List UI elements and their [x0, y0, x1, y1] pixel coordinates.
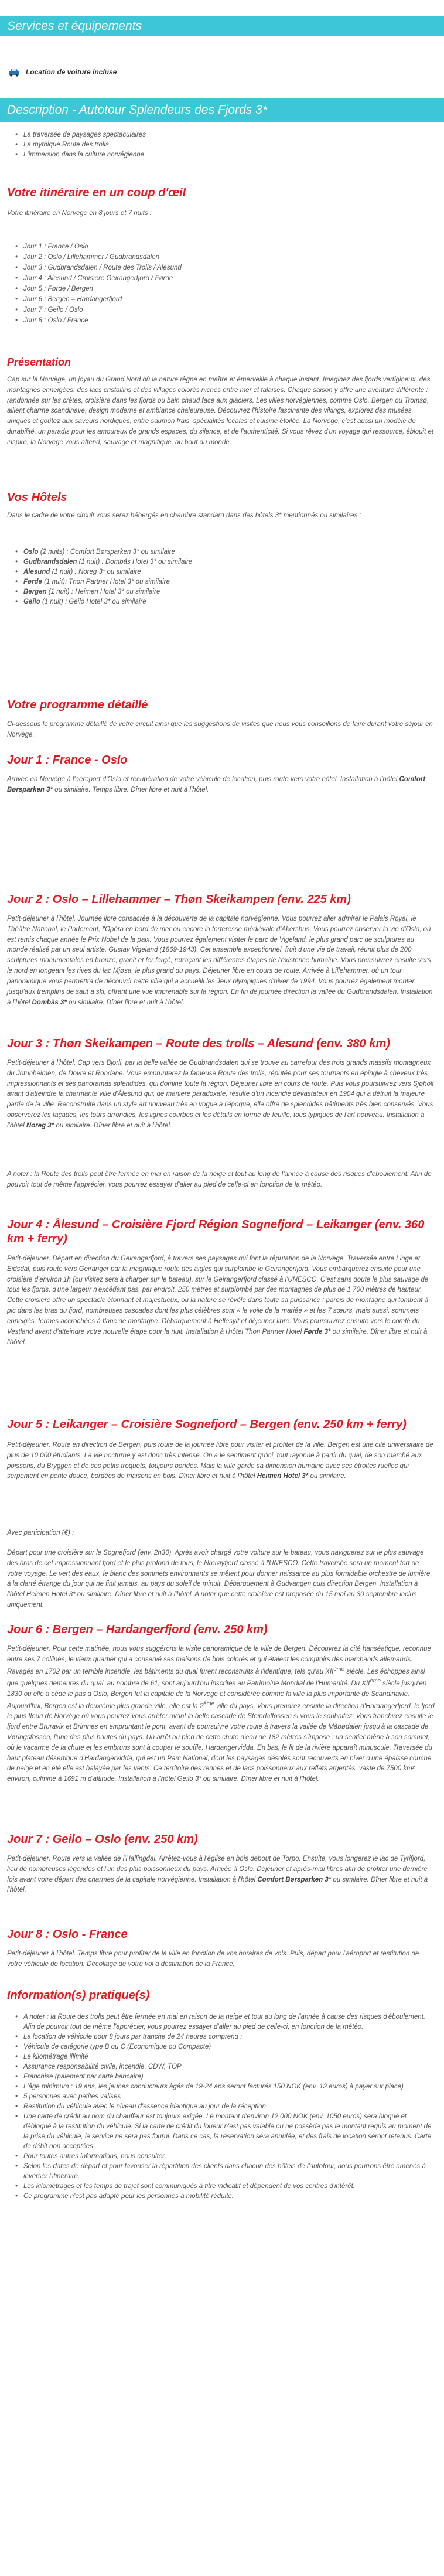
list-item: • Jour 4 : Alesund / Croisière Geirangerfjord / Førde [15, 273, 182, 284]
presentation-title: Présentation [7, 356, 71, 368]
hotel-item [15, 547, 192, 557]
list-item: • Selon les dates de départ et pour favoriser la répartition des clients dans chacun des hôtels de l'autotour, nous pourrons être amenés à inverser l'itinéraire. [15, 2162, 435, 2182]
list-item: • Le kilométrage illimité [15, 2052, 435, 2062]
day-4-title: Jour 4 : Ålesund – Croisière Fjord Région Sognefjord – Leikanger (env. 360 km + ferry) [7, 1218, 425, 1245]
day-3-note: A noter : la Route des trolls peut être fermée en mai en raison de la neige et tout au long de l'année à cause des risques d'éboulement. Afin de pouvoir tout de même l'apprécier, vous pourrez essayer d'aller au pied de celle-ci en fonction de la météo. [7, 1171, 432, 1188]
hotel-detail: (1 nuit) : Heimen Hotel 3* ou similaire [46, 588, 160, 595]
service-item-label: Location de voiture incluse [26, 68, 117, 76]
day-8-title: Jour 8 : Oslo - France [7, 1928, 128, 1941]
hotel-city: Oslo [23, 548, 39, 556]
day-6-title: Jour 6 : Bergen – Hardangerfjord (env. 250 km) [7, 1623, 268, 1636]
car-rental-icon [8, 67, 20, 77]
list-item: • Une carte de crédit au nom du chauffeur est toujours exigée. Le montant d'environ 12 000 NOK (env. 1050 euros) sera bloqué et débloqué à la restitution du véhicule. Si la carte de crédit du loueur n'est pas valable ou ne possède pas le montant requis au moment de la prise du véhicule, le service ne sera pas fourni. Dans ce cas, la réservation sera annulée, et des frais de location seront retenus. Carte de débit non acceptées. [15, 2112, 435, 2152]
day-1-title: Jour 1 : France - Oslo [7, 754, 128, 766]
list-item: • Les kilométrages et les temps de trajet sont communiqués à titre indicatif et dépendent de vos centres d'intérêt. [15, 2182, 435, 2192]
info-title: Information(s) pratique(s) [7, 1989, 150, 2002]
list-item: • Assurance responsabilité civile, incendie, CDW, TOP [15, 2062, 435, 2072]
list-item: • Jour 5 : Førde / Bergen [15, 284, 182, 294]
hotel-item [15, 557, 192, 567]
day-2-title: Jour 2 : Oslo – Lillehammer – Thøn Skeikampen (env. 225 km) [7, 893, 351, 906]
list-item: • L'immersion dans la culture norvégienne [15, 150, 146, 160]
day-5-option-text: Départ pour une croisière sur le Sognefjord (env. 2h30). Après avoir chargé votre voiture sur le bateau, vous naviguerez sur le plus sauvage des bras de cet impressionnant fjord et le plus profond de tous, le Nærøyfjord classé à l'UNESCO. Cette traversée sera un moment fort de votre voyage. Le vert des eaux, le blanc des sommets environnants se mêlent pour donner naissance au plus formidable orchestre de lumière, à la clarté étrange du jour qui ne finit jamais, au pays du soleil de minuit. Débarquement à Gudvangen puis direction Bergen. Installation à l'hôtel Heimen Hotel 3* ou similaire. Dîner libre et nuit à l'hôtel. A noter que cette croisière est proposée du 15 mai au 30 septembre inclus uniquement. [7, 1549, 432, 1609]
hotel-detail: (2 nuits) : Comfort Børsparken 3* ou similaire [38, 548, 175, 556]
itinerary-title: Votre itinéraire en un coup d'œil [7, 186, 186, 199]
hotel-detail: (1 nuit) : Dombås Hotel 3* ou similaire [77, 558, 193, 565]
hotel-city: Gudbrandsdalen [23, 558, 77, 565]
list-item: • Jour 3 : Gudbrandsdalen / Route des Trolls / Alesund [15, 263, 182, 273]
hotels-intro: Dans le cadre de votre circuit vous serez hébergés en chambre standard dans des hôtels 3* mentionnés ou similaires : [7, 512, 361, 519]
highlights-list [15, 130, 146, 160]
list-item: • Restitution du véhicule avec le niveau d'essence identique au jour de la réception [15, 2102, 435, 2112]
day-3-text: Petit-déjeuner à l'hôtel. Cap vers Bjorli, par la belle vallée de Gudbrandsdalen qui se trouve au carrefour des trois grands massifs montagneux du Jotunheimen, de Dovre et Rondane. Vous emprunterez la fameuse Route des trolls, réputée pour ses tournants en épingle à cheveux très impressionnants et ses panoramas splendides, qui domine toute la région. Déjeuner libre en cours de route. Puis vous poursuivrez vers Sjøholt avant d'atteindre la charmante ville d'Ålesund qui, de manière paradoxale, résulte d'un incendie dévastateur en 1904 qui a détruit la majeure partie de la ville. Reconstruite dans un style art nouveau très en vogue à l'époque, elle offre de splendides bâtiments très bien conservés. Vous observerez les façades, les tours arrondies, les lignes courbes et les détails en forme de feuille, tous typiques de l'art nouveau. Installation à l'hôtel Noreg 3* ou similaire. Dîner libre et nuit à l'hôtel. [7, 1059, 434, 1129]
list-item: • Véhicule de catégorie type B ou C (Economique ou Compacte) [15, 2042, 435, 2052]
presentation-text: Cap sur la Norvège, un joyau du Grand Nord où la nature règne en maître et émerveille à chaque instant. Imaginez des fjords vertigineux, des montagnes enneigées, des lacs cristallins et des villages colorés nichés entre mer et falaises. Chaque saison y offre une aventure différente : randonnée sur les crêtes, croisière dans les fjords ou bain chaud face aux glaciers. Les villes norvégiennes, comme Oslo, Bergen ou Tromsø, allient charme scandinave, design moderne et ambiance chaleureuse. Découvrez l'histoire fascinante des vikings, explorez des musées uniques et goûtez aux saveurs nordiques, entre saumon frais, spécialités locales et cuisine étoilée. La Norvège, c'est aussi un modèle de durabilité, un paradis pour les amoureux de grands espaces, du silence, et de l'authenticité. Si vous rêvez d'un voyage qui ressource, éblouit et inspire, la Norvège vous attend, sauvage et magnifique, au bout du monde. [7, 376, 434, 446]
list-item: • 5 personnes avec petites valises [15, 2092, 435, 2102]
hotel-detail: (1 nuit) : Noreg 3* ou similaire [50, 568, 141, 575]
day-6-text: Petit-déjeuner. Pour cette matinée, nous vous suggérons la visite panoramique de la ville de Bergen. Découvrez la cité hanséatique, reconnue entre ses 7 collines, le vieux quartier qui a conservé ses maisons de bois colorés et qui étaient les comptoirs des marchands allemands. Ravagés en 1702 par un terrible incendie, les bâtiments du quai furent reconstruits à l'identique, tels qu'au XIIème siècle. Les échoppes ainsi que quelques demeures du quai, au nombre de 61, sont aujourd'hui inscrites au Patrimoine Mondial de l'Humanité. Du XIIème siècle jusqu'en 1830 ou elle a cédé le pas à Oslo, Bergen fut la capitale de la Norvège et considérée comme la ville la plus importante de Scandinavie. Aujourd'hui, Bergen est la deuxième plus grande ville, elle est la 2ème ville du pays. Vous prendrez ensuite la direction d'Hardangerfjord, le fjord le plus fleuri de Norvège où vous pourrez vous arrêter avant la belle cascade de Steindalfossen si vous le souhaitez. Vous franchirez ensuite le fjord entre Bruravik et Brimnes en empruntant le pont, avant de poursuivre votre route à travers la vallée de Måbødalen jusqu'à la cascade de Vøringsfossen, l'une des plus hautes du pays. Un arrêt au pied de cette chute d'eau de 182 mètres s'impose : un sentier mène à son sommet, où le vacarme de la chute et les embruns sont à couper le souffle. Hardangervidda. En bas, le lit de la rivière apparaît minuscule. Traversée du haut plateau désertique d'Hardangervidda, qui est un Parc National, dont les paysages désolés sont recouverts en hiver d'une épaisse couche de neige et en été elle est balayée par les vents. Ce territoire des rennes et de lacs poissonneux aux reflets argentés, vaste de 7500 km² environ, culmine à 1691 m d'altitude. Installation à l'hôtel Geilo 3* ou similaire. Dîner libre et nuit à l'hôtel. [7, 1645, 435, 1783]
hotels-title: Vos Hôtels [7, 491, 67, 504]
list-item: • Jour 2 : Oslo / Lillehammer / Gudbrandsdalen [15, 252, 182, 263]
hotel-item [15, 577, 192, 587]
hotel-detail: (1 nuit): Thon Partner Hotel 3* ou similaire [42, 578, 170, 585]
list-item: • Jour 1 : France / Oslo [15, 241, 182, 252]
day-4-text: Petit-déjeuner. Départ en direction du Geirangerfjord, à travers ses paysages qui font la réputation de la Norvège. Traversée entre Linge et Eidsdal, puis route vers Geiranger par la magnifique route des aigles qui surplombe le Geirangerfjord. Vous embarquerez ensuite pour une croisière d'environ 1h (ou visitez sera à charger sur le bateau), sur le Geirangerfjord classé à l'UNESCO. C'est sans doute le plus sauvage de tous les fjords, d'une largeur n'excédant pas, par endroit, 250 mètres et surplombé par des montagnes de plus de 1 700 mètres de hauteur. Cette croisière offre un spectacle étonnant et majestueux, où la nature se révèle dans toute sa puissance : parois de montagne qui tombent à pic dans les bras du fjord, nombreuses cascades dont les plus célèbres sont « le voile de la mariée » et les 7 sœurs, mais aussi, sommets enneigés, fermes accrochées à flanc de montagne. Débarquement à Hellesylt et déjeuner libre. Vous poursuivrez ensuite vers le comté du Vestland avant d'atteindre votre nouvelle étape pour la nuit. Installation à l'hôtel Thon Partner Hotel Førde 3* ou similaire. Dîner libre et nuit à l'hôtel. [7, 1255, 429, 1346]
description-title: Description - Autotour Splendeurs des Fjords 3* [7, 103, 267, 117]
list-item: • Jour 8 : Oslo / France [15, 315, 182, 326]
day-5-option-label: Avec participation (€) : [7, 1529, 74, 1536]
day-1-text: Arrivée en Norvège à l'aéroport d'Oslo et récupération de votre véhicule de location, puis route vers votre hôtel. Installation à l'hôtel Comfort Børsparken 3* ou similaire. Temps libre. Dîner libre et nuit à l'hôtel. [7, 776, 426, 793]
day-3-title: Jour 3 : Thøn Skeikampen – Route des trolls – Alesund (env. 380 km) [7, 1037, 390, 1050]
hotel-city: Geilo [23, 598, 40, 605]
list-item: • Jour 7 : Geilo / Oslo [15, 305, 182, 315]
list-item: • Ce programme n'est pas adapté pour les personnes à mobilité réduite. [15, 2192, 435, 2202]
day-5-text: Petit-déjeuner. Route en direction de Bergen, puis route de la journée libre pour visiter et profiter de la ville. Bergen est une cité universitaire de plus de 10 000 étudiants. La vie nocturne y est donc très intense. On a le sentiment qu'ici, tout rayonne à partir du quai, de son marché aux poissons, du Bryggen et de ses petits troquets, toujours bondés. Mais la ville garde sa dimension humaine avec ses étroites ruelles qui serpentent en pente douce, bordées de maisons en bois. Dîner libre et nuit à l'hôtel Heimen Hotel 3* ou similaire. [7, 1442, 433, 1480]
day-5-title: Jour 5 : Leikanger – Croisière Sognefjord – Bergen (env. 250 km + ferry) [7, 1418, 407, 1431]
program-intro: Ci-dessous le programme détaillé de votre circuit ainsi que les suggestions de visites que nous vous conseillons de faire durant votre séjour en Norvège. [7, 721, 433, 738]
list-item: • Jour 6 : Bergen – Hardangerfjord [15, 294, 182, 305]
itinerary-list [15, 241, 182, 326]
info-list [15, 2012, 435, 2202]
list-item: • La location de véhicule pour 8 jours par tranche de 24 heures comprend : [15, 2032, 435, 2042]
service-item [8, 67, 117, 77]
list-item: • Pour toutes autres informations, nous consulter. [15, 2152, 435, 2162]
hotel-item [15, 567, 192, 577]
day-2-text: Petit-déjeuner à l'hôtel. Journée libre consacrée à la découverte de la capitale norvégienne. Vous pourrez aller admirer le Palais Royal, le Théâtre National, le Parlement, l'Opéra en bord de mer ou encore la forteresse médiévale d'Akershus. Vous pourrez observer la vie d'Oslo, où est remis chaque année le Prix Nobel de la paix. Vous pourrez également visiter le parc de Vigeland, le plus grand parc de sculptures au monde réalisé par un seul artiste, Gustav Vigeland (1869-1943). Cet ensemble exceptionnel, fruit d'une vie de travail, réunit plus de 200 sculptures monumentales en bronze, granit et fer forgé, retraçant les différentes étapes de l'existence humaine. Vous poursuivrez ensuite vers le nord en longeant les rives du lac Mjøsa, le plus grand du pays. Déjeuner libre en cours de route. Arrivée à Lillehammer, où un tour panoramique vous permettra de découvrir cette ville qui a accueilli les Jeux olympiques d'hiver de 1994. Vous pourrez également monter jusqu'aux tremplins de saut à ski, offrant une vue imprenable sur la région. En fin de journée direction la vallée du Gudbrandsdalen. Installation à l'hôtel Dombås 3* ou similaire. Dîner libre et nuit à l'hôtel. [7, 915, 433, 1006]
day-8-text: Petit-déjeuner à l'hôtel. Temps libre pour profiter de la ville en fonction de vos horaires de vols. Puis, départ pour l'aéroport et restitution de votre véhicule de location. Décollage de votre vol à destination de la France. [7, 1950, 419, 1968]
hotel-item [15, 597, 192, 607]
services-title: Services et équipements [7, 19, 142, 33]
list-item: • La mythique Route des trolls [15, 140, 146, 150]
hotel-city: Alesund [23, 568, 50, 575]
hotel-item [15, 587, 192, 597]
list-item: • A noter : la Route des trolls peut être fermée en mai en raison de la neige et tout au long de l'année à cause des risques d'éboulement. Afin de pouvoir tout de même l'apprécier, vous pourrez essayer d'aller au pied de celle-ci, en fonction de la météo. [15, 2012, 435, 2032]
list-item: • La traversée de paysages spectaculaires [15, 130, 146, 140]
list-item: • Franchise (paiement par carte bancaire) [15, 2072, 435, 2082]
hotels-list [15, 547, 192, 607]
hotel-city: Førde [23, 578, 42, 585]
description-banner [0, 98, 444, 122]
services-banner [0, 16, 444, 36]
program-title: Votre programme détaillé [7, 698, 148, 711]
list-item: • L'âge minimum : 19 ans, les jeunes conducteurs âgés de 19-24 ans seront facturés 150 NOK (env. 12 euros) à payer sur place) [15, 2082, 435, 2092]
hotel-detail: (1 nuit) : Geilo Hotel 3* ou similaire [40, 598, 146, 605]
hotel-city: Bergen [23, 588, 47, 595]
day-7-title: Jour 7 : Geilo – Oslo (env. 250 km) [7, 1833, 198, 1846]
day-7-text: Petit-déjeuner. Route vers la vallée de l'Hallingdal. Arrêtez-vous à l'église en bois debout de Torpo. Ensuite, vous longerez le lac de Tyrifjord, lieu de nombreuses légendes et l'un des plus poissonneux du pays. Arrivée à Oslo. Déjeuner et après-midi libres afin de profiter une dernière fois avant votre départ des charmes de la capitale norvégienne. Installation à l'hôtel Comfort Børsparken 3* ou similaire. Dîner libre et nuit à l'hôtel. [7, 1855, 428, 1894]
itinerary-intro: Votre itinéraire en Norvège en 8 jours et 7 nuits : [7, 210, 152, 217]
